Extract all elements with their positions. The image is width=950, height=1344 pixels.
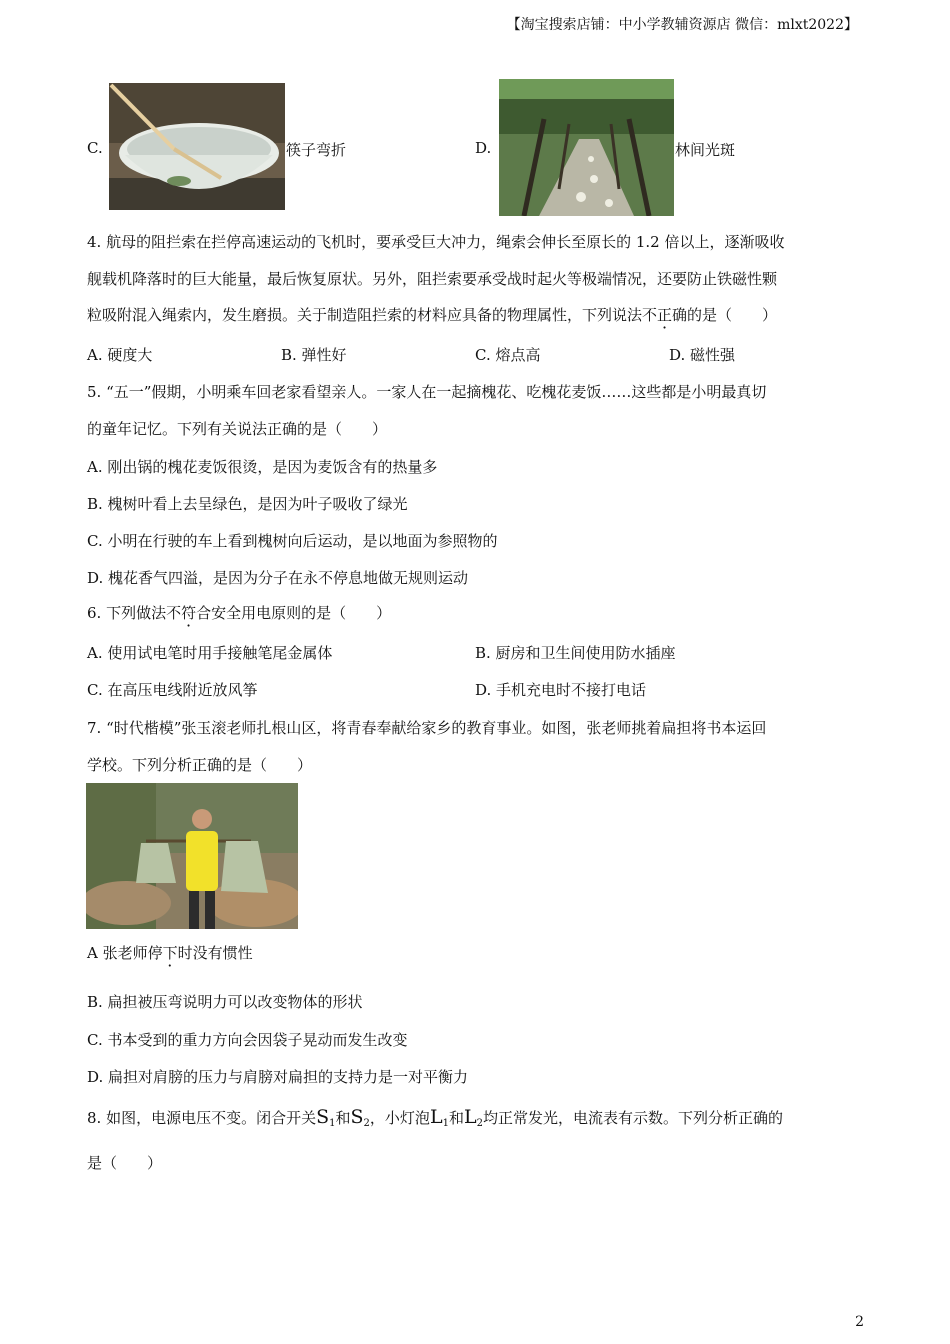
q8-lamp-l2: L (463, 1106, 477, 1128)
q8-switch-s1-sub: 1 (329, 1118, 336, 1129)
q5-line-1: 5. “五一”假期，小明乘车回老家看望亲人。一家人在一起摘槐花、吃槐花麦饭……这些都是小明最真切 (87, 383, 767, 401)
q4-line-1: 4. 航母的阻拦索在拦停高速运动的飞机时，要承受巨大冲力，绳索会伸长至原长的 1.2 倍以上，逐渐吸收 (87, 233, 785, 251)
chopsticks-bowl-image (109, 83, 285, 210)
q6-option-d: D. 手机充电时不接打电话 (475, 681, 647, 699)
q7-option-a-text: A 张老师停下时没有惯性 · (87, 942, 253, 963)
q6-option-c: C. 在高压电线附近放风筝 (87, 681, 258, 699)
q5-option-d: D. 槐花香气四溢，是因为分子在永不停息地做无规则运动 (87, 569, 469, 587)
q4-option-c: C. 熔点高 (475, 346, 541, 364)
q8-line-1 (87, 1106, 783, 1129)
q3-option-c-caption: 筷子弯折 (286, 141, 347, 159)
q6-stem (87, 602, 391, 623)
q8-and-2: 和 (448, 1109, 464, 1127)
q4-line-2: 舰载机降落时的巨大能量，最后恢复原状。另外，阻拦索要承受战时起火等极端情况，还要防止铁磁性颗 (87, 270, 778, 288)
q4-line-3-post: 的是（ ） (687, 306, 778, 324)
q3-option-c-letter: C. (87, 139, 103, 157)
q5-option-b: B. 槐树叶看上去呈绿色，是因为叶子吸收了绿光 (87, 495, 408, 513)
q8-line-2: 是（ ） (87, 1154, 163, 1172)
q4-emphasis: 不正确 (642, 306, 688, 324)
q6-option-a: A. 使用试电笔时用手接触笔尾金属体 (87, 644, 333, 662)
q4-line-3-pre: 粒吸附混入绳索内，发生磨损。关于制造阻拦索的材料应具备的物理属性，下列说法 (87, 306, 643, 324)
page-header: 【淘宝搜索店铺：中小学教辅资源店 微信：mlxt2022】 (506, 17, 858, 33)
forest-light-spots-image (499, 79, 674, 216)
q7-option-c: C. 书本受到的重力方向会因袋子晃动而发生改变 (87, 1031, 408, 1049)
q5-option-a: A. 刚出锅的槐花麦饭很烫，是因为麦饭含有的热量多 (87, 458, 438, 476)
q4-option-d: D. 磁性强 (669, 346, 736, 364)
q8-lamp-l2-sub: 2 (476, 1118, 483, 1129)
q7-line-2: 学校。下列分析正确的是（ ） (87, 756, 313, 774)
q4-line-3 (87, 304, 777, 325)
q6-stem-post: 安全用电原则的是（ ） (211, 604, 392, 622)
q7-line-1: 7. “时代楷模”张玉滚老师扎根山区，将青春奉献给家乡的教育事业。如图，张老师挑着扁担将书本运回 (87, 719, 767, 737)
q5-option-c: C. 小明在行驶的车上看到槐树向后运动，是以地面为参照物的 (87, 532, 498, 550)
q6-stem-pre: 6. 下列做法 (87, 604, 167, 622)
q8-text-3: 均正常发光，电流表有示数。下列分析正确的 (482, 1109, 783, 1127)
q8-switch-s2-sub: 2 (363, 1118, 370, 1129)
q3-option-d-caption: 林间光斑 (675, 141, 736, 159)
q5-line-2: 的童年记忆。下列有关说法正确的是（ ） (87, 420, 388, 438)
q4-option-b: B. 弹性好 (281, 346, 347, 364)
q7-option-d: D. 扁担对肩膀的压力与肩膀对扁担的支持力是一对平衡力 (87, 1068, 469, 1086)
q8-text-1: 8. 如图，电源电压不变。闭合开关 (87, 1109, 317, 1127)
q7-option-a (87, 942, 253, 963)
q8-and-1: 和 (335, 1109, 351, 1127)
teacher-carrying-pole-image (86, 783, 298, 929)
q7-option-b: B. 扁担被压弯说明力可以改变物体的形状 (87, 993, 363, 1011)
q4-option-a: A. 硬度大 (87, 346, 153, 364)
q6-option-b: B. 厨房和卫生间使用防水插座 (475, 644, 676, 662)
q8-switch-s2: S (350, 1106, 364, 1128)
q3-option-d-letter: D. (475, 139, 492, 157)
page-number: 2 (855, 1314, 864, 1330)
q6-emphasis: 不符合 (166, 604, 212, 622)
q8-lamp-l1: L (429, 1106, 443, 1128)
q8-switch-s1: S (316, 1106, 330, 1128)
q8-lamp-l1-sub: 1 (442, 1118, 449, 1129)
q8-text-2: ，小灯泡 (369, 1109, 430, 1127)
